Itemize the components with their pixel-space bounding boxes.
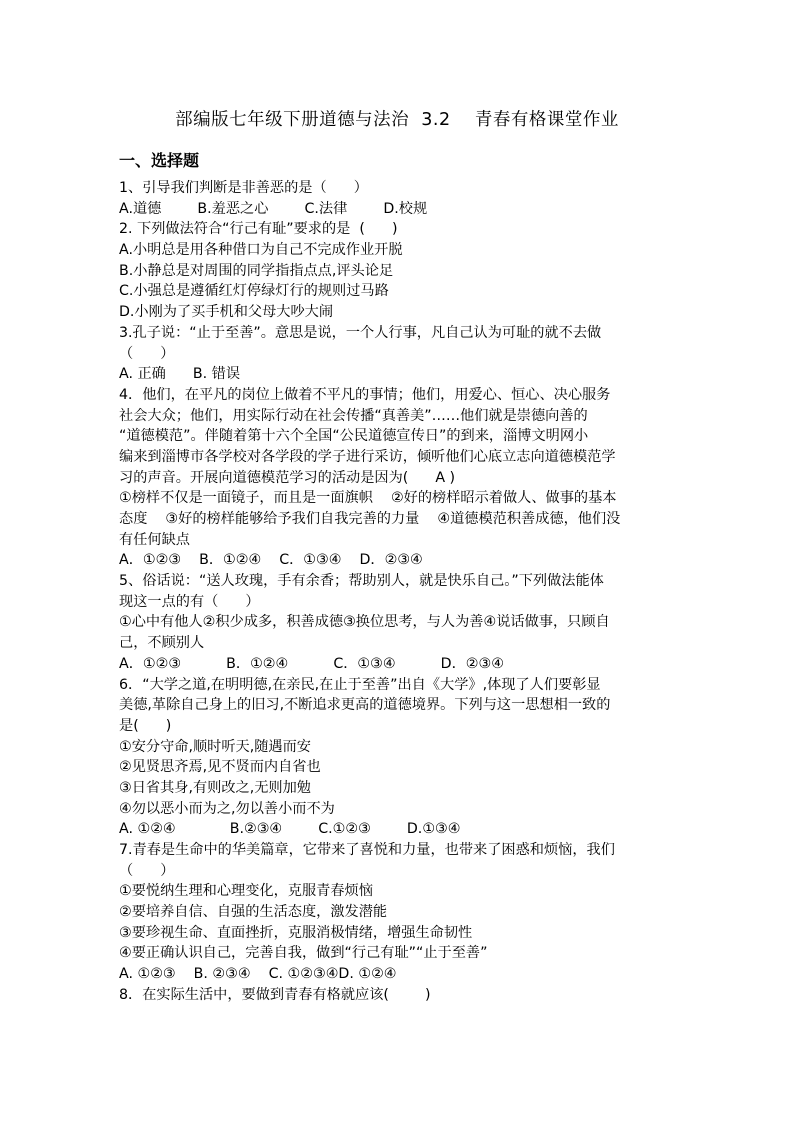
question-line: D.小刚为了买手机和父母大吵大闹 — [119, 304, 334, 321]
question-line: A．①②③ B．①②④ C．①③④ D．②③④ — [119, 552, 423, 569]
document-title: 部编版七年级下册道德与法治 3.2 青春有格课堂作业 — [175, 110, 619, 130]
question-line: ③日省其身,有则改之,无则加勉 — [119, 779, 311, 796]
question-line: ④要正确认识自己，完善自我，做到“行己有耻”“止于至善” — [119, 945, 488, 962]
question-line: ①心中有他人②积少成多，积善成德③换位思考，与人为善④说话做事，只顾自 — [119, 614, 610, 631]
question-line: 习的声音。开展向道德模范学习的活动是因为( A ) — [119, 469, 456, 486]
question-line: 6．“大学之道,在明明德,在亲民,在止于至善”出自《大学》,体现了人们要彰显 — [119, 676, 601, 693]
question-line: 7.青春是生命中的华美篇章，它带来了喜悦和力量，也带来了困惑和烦恼，我们 — [119, 842, 615, 858]
question-line: ①安分守命,顺时听天,随遇而安 — [119, 738, 311, 755]
question-line: 4．他们，在平凡的岗位上做着不平凡的事情；他们，用爱心、恒心、决心服务 — [119, 386, 611, 403]
question-line: （ ） — [119, 862, 175, 879]
section-heading: 一、选择题 — [119, 151, 200, 170]
question-line: 编来到淄博市各学校对各学段的学子进行采访，倾听他们心底立志向道德模范学 — [119, 448, 616, 465]
question-line: 社会大众；他们，用实际行动在社会传播“真善美”……他们就是崇德向善的 — [119, 407, 588, 424]
question-line: 美德,革除自己身上的旧习,不断追求更高的道德境界。下列与这一思想相一致的 — [119, 697, 611, 714]
question-line: ②要培养自信、自强的生活态度，激发潜能 — [119, 904, 388, 921]
question-line: C.小强总是遵循红灯停绿灯行的规则过马路 — [119, 283, 389, 300]
question-line: A. 正确 B. 错误 — [119, 366, 241, 383]
question-body — [119, 178, 679, 1006]
question-line: A.小明总是用各种借口为自己不完成作业开脱 — [119, 242, 403, 259]
question-line: 态度 ③好的榜样能够给予我们自我完善的力量 ④道德模范积善成德，他们没 — [119, 511, 621, 527]
question-line: 3.孔子说：“止于至善”。意思是说，一个人行事，凡自己认为可耻的就不去做 — [119, 324, 602, 341]
question-line: 2. 下列做法符合“行己有耻”要求的是 ( ) — [119, 221, 398, 238]
question-line: 现这一点的有（ ） — [119, 593, 260, 610]
question-line: ②见贤思齐焉,见不贤而内自省也 — [119, 759, 321, 776]
question-line: A．①②③ B．①②④ C．①③④ D．②③④ — [119, 655, 504, 672]
question-line: ①要悦纳生理和心理变化，克服青春烦恼 — [119, 883, 373, 900]
question-line: A. ①②④ B.②③④ C.①②③ D.①③④ — [119, 821, 461, 838]
question-line: 己，不顾别人 — [119, 635, 205, 652]
question-line: “道德模范”。伴随着第十六个全国“公民道德宣传日”的到来，淄博文明网小 — [119, 428, 589, 445]
question-line: B.小静总是对周围的同学指指点点,评头论足 — [119, 262, 394, 279]
question-line: A. ①②③ B. ②③④ C. ①②③④D. ①②④ — [119, 966, 397, 983]
question-line: A.道德 B.羞恶之心 C.法律 D.校规 — [119, 200, 428, 217]
question-line: 有任何缺点 — [119, 531, 190, 548]
question-line: （ ） — [119, 345, 175, 362]
question-line: 是( ) — [119, 717, 172, 734]
question-line: 1、引导我们判断是非善恶的是（ ） — [119, 180, 368, 196]
question-line: ③要珍视生命、直面挫折，克服消极情绪，增强生命韧性 — [119, 924, 473, 941]
question-line: 5、俗话说：“送人玫瑰，手有余香；帮助别人，就是快乐自己。”下列做法能体 — [119, 573, 604, 590]
question-line: ④勿以恶小而为之,勿以善小而不为 — [119, 800, 335, 817]
question-line: 8．在实际生活中，要做到青春有格就应该( ) — [119, 986, 431, 1003]
question-line: ①榜样不仅是一面镜子，而且是一面旗帜 ②好的榜样昭示着做人、做事的基本 — [119, 490, 617, 507]
